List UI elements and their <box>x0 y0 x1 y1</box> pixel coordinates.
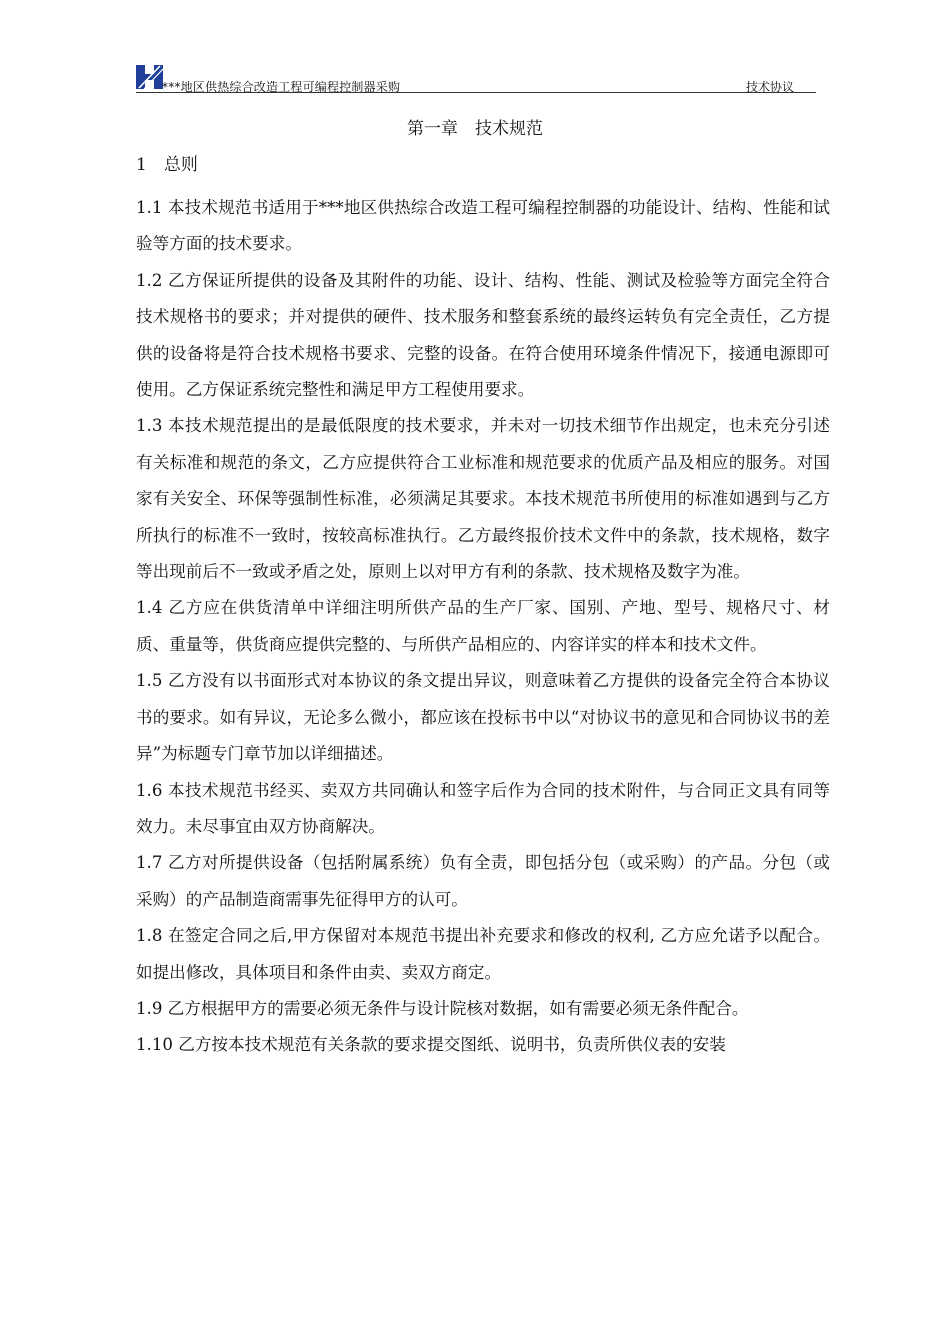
paragraph-1-6: 1.6 本技术规范书经买、卖双方共同确认和签字后作为合同的技术附件，与合同正文具有同等效力。未尽事宜由双方协商解决。 <box>136 780 830 836</box>
paragraph-1-7: 1.7 乙方对所提供设备（包括附属系统）负有全责，即包括分包（或采购）的产品。分包（或采购）的产品制造商需事先征得甲方的认可。 <box>136 853 830 909</box>
page-header <box>136 62 816 93</box>
paragraph-1-1: 1.1 本技术规范书适用于***地区供热综合改造工程可编程控制器的功能设计、结构、性能和试验等方面的技术要求。 <box>136 198 830 254</box>
body-text <box>136 190 830 1064</box>
section-title: 1 总则 <box>136 155 198 175</box>
company-logo-icon <box>136 65 163 89</box>
header-document-title: ***地区供热综合改造工程可编程控制器采购 <box>162 80 401 94</box>
paragraph-1-8: 1.8 在签定合同之后,甲方保留对本规范书提出补充要求和修改的权利, 乙方应允诺予以配合。如提出修改，具体项目和条件由卖、卖双方商定。 <box>136 926 830 982</box>
paragraph-1-3: 1.3 本技术规范提出的是最低限度的技术要求，并未对一切技术细节作出规定，也未充分引述有关标准和规范的条文，乙方应提供符合工业标准和规范要求的优质产品及相应的服务。对国家有关安全、环保等强制性标准，必须满足其要求。本技术规范书所使用的标准如遇到与乙方所执行的标准不一致时，按较高标准执行。乙方最终报价技术文件中的条款，技术规格，数字等出现前后不一致或矛盾之处，原则上以对甲方有利的条款、技术规格及数字为准。 <box>136 416 830 582</box>
paragraph-1-10: 1.10 乙方按本技术规范有关条款的要求提交图纸、说明书，负责所供仪表的安装 <box>136 1035 726 1055</box>
paragraph-1-5: 1.5 乙方没有以书面形式对本协议的条文提出异议，则意味着乙方提供的设备完全符合本协议书的要求。如有异议，无论多么微小，都应该在投标书中以“对协议书的意见和合同协议书的差异”为标题专门章节加以详细描述。 <box>136 671 830 764</box>
paragraph-1-9: 1.9 乙方根据甲方的需要必须无条件与设计院核对数据，如有需要必须无条件配合。 <box>136 998 749 1018</box>
header-document-type: 技术协议 <box>745 80 794 94</box>
paragraph-1-4: 1.4 乙方应在供货清单中详细注明所供产品的生产厂家、国别、产地、型号、规格尺寸、材质、重量等，供货商应提供完整的、与所供产品相应的、内容详实的样本和技术文件。 <box>136 598 830 654</box>
chapter-title: 第一章 技术规范 <box>407 119 543 139</box>
paragraph-1-2: 1.2 乙方保证所提供的设备及其附件的功能、设计、结构、性能、测试及检验等方面完全符合技术规格书的要求；并对提供的硬件、技术服务和整套系统的最终运转负有完全责任，乙方提供的设备将是符合技术规格书要求、完整的设备。在符合使用环境条件情况下，接通电源即可使用。乙方保证系统完整性和满足甲方工程使用要求。 <box>136 270 830 400</box>
